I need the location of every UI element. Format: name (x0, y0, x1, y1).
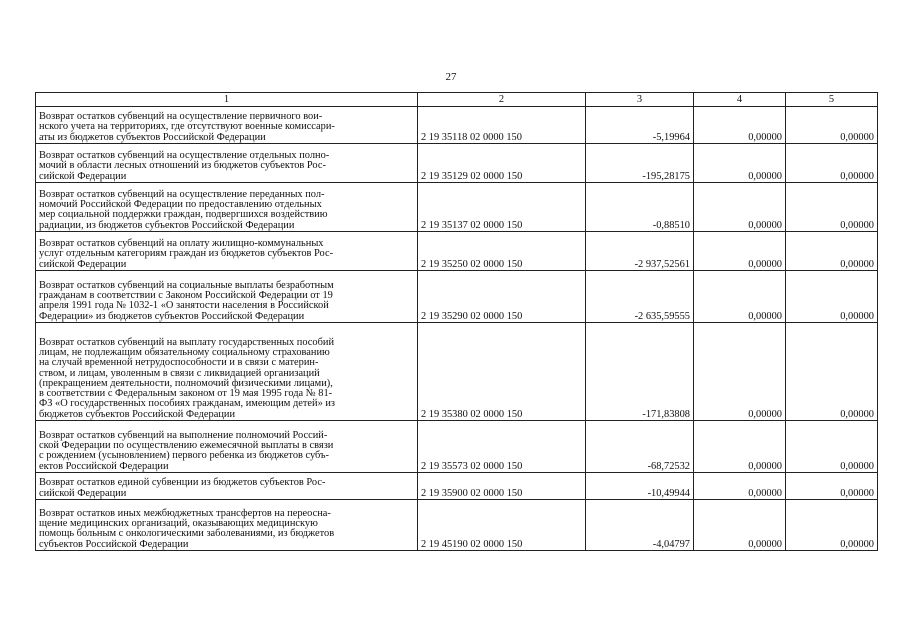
row-value-col5: 0,00000 (786, 323, 878, 421)
row-value-col4: 0,00000 (694, 107, 786, 144)
row-budget-code: 2 19 35137 02 0000 150 (418, 183, 586, 232)
row-value-col3: -68,72532 (586, 421, 694, 473)
row-value-col3: -2 635,59555 (586, 271, 694, 323)
row-value-col3: -171,83808 (586, 323, 694, 421)
row-budget-code: 2 19 45190 02 0000 150 (418, 500, 586, 551)
row-budget-code: 2 19 35118 02 0000 150 (418, 107, 586, 144)
row-value-col3: -195,28175 (586, 144, 694, 183)
column-header-5: 5 (786, 93, 878, 107)
table-row (36, 500, 878, 551)
row-description: Возврат остатков единой субвенции из бюджетов субъектов Рос- сийской Федерации (36, 473, 418, 500)
row-value-col3: -10,49944 (586, 473, 694, 500)
row-budget-code: 2 19 35129 02 0000 150 (418, 144, 586, 183)
row-value-col4: 0,00000 (694, 473, 786, 500)
table-row (36, 232, 878, 271)
row-description: Возврат остатков иных межбюджетных трансфертов на переосна- щение медицинских организаций, оказывающих медицинскую помощь больным с онкологическими заболеваниями, из бюджетов субъектов Российской Федерации (36, 500, 418, 551)
column-header-4: 4 (694, 93, 786, 107)
row-value-col5: 0,00000 (786, 183, 878, 232)
row-description: Возврат остатков субвенций на осуществление отдельных полно- мочий в области лесных отношений из бюджетов субъектов Рос- сийской Федерации (36, 144, 418, 183)
table-row (36, 183, 878, 232)
row-description: Возврат остатков субвенций на осуществление переданных пол- номочий Российской Федерации по предоставлению отдельных мер социальной поддержки граждан, подвергшихся воздействию радиации, из бюджетов субъектов Российской Федерации (36, 183, 418, 232)
row-budget-code: 2 19 35250 02 0000 150 (418, 232, 586, 271)
row-value-col5: 0,00000 (786, 473, 878, 500)
column-header-1: 1 (36, 93, 418, 107)
row-description: Возврат остатков субвенций на оплату жилищно-коммунальных услуг отдельным категориям граждан из бюджетов субъектов Рос- сийской Федерации (36, 232, 418, 271)
column-header-2: 2 (418, 93, 586, 107)
table-row (36, 473, 878, 500)
table-row (36, 421, 878, 473)
row-value-col5: 0,00000 (786, 232, 878, 271)
row-value-col4: 0,00000 (694, 500, 786, 551)
table-row (36, 107, 878, 144)
row-value-col3: -4,04797 (586, 500, 694, 551)
row-value-col4: 0,00000 (694, 421, 786, 473)
row-value-col3: -5,19964 (586, 107, 694, 144)
row-value-col5: 0,00000 (786, 144, 878, 183)
row-value-col4: 0,00000 (694, 144, 786, 183)
row-budget-code: 2 19 35573 02 0000 150 (418, 421, 586, 473)
row-value-col4: 0,00000 (694, 271, 786, 323)
row-value-col3: -2 937,52561 (586, 232, 694, 271)
row-value-col5: 0,00000 (786, 107, 878, 144)
row-description: Возврат остатков субвенций на осуществление первичного вои- нского учета на территориях, где отсутствуют военные комиссари- аты из бюджетов субъектов Российской Федерации (36, 107, 418, 144)
row-description: Возврат остатков субвенций на социальные выплаты безработным гражданам в соответствии с Законом Российской Федерации от 19 апреля 1991 года № 1032-1 «О занятости населения в Российской Федерации» из бюджетов субъектов Российской Федерации (36, 271, 418, 323)
table-row (36, 323, 878, 421)
row-budget-code: 2 19 35900 02 0000 150 (418, 473, 586, 500)
row-description: Возврат остатков субвенций на выполнение полномочий Россий- ской Федерации по осуществлению ежемесячной выплаты в связи с рождением (усыновлением) первого ребенка из бюджетов субъ- ектов Российской Федерации (36, 421, 418, 473)
row-value-col5: 0,00000 (786, 271, 878, 323)
row-value-col5: 0,00000 (786, 500, 878, 551)
row-value-col4: 0,00000 (694, 232, 786, 271)
column-header-3: 3 (586, 93, 694, 107)
table-row (36, 271, 878, 323)
page-number: 27 (445, 71, 457, 83)
row-budget-code: 2 19 35380 02 0000 150 (418, 323, 586, 421)
table-header-row (36, 93, 878, 107)
row-budget-code: 2 19 35290 02 0000 150 (418, 271, 586, 323)
row-description: Возврат остатков субвенций на выплату государственных пособий лицам, не подлежащим обязательному социальному страхованию на случай временной нетрудоспособности и в связи с материн- ством, и лицам, уволенным в связи с ликвидацией организаций (прекращением деятельности, полномочий физическими лицами), в соответствии с Федеральным законом от 19 мая 1995 года № 81- ФЗ «О государственных пособиях гражданам, имеющим детей» из бюджетов субъектов Российской Федерации (36, 323, 418, 421)
budget-table (35, 92, 878, 551)
row-value-col4: 0,00000 (694, 323, 786, 421)
row-value-col5: 0,00000 (786, 421, 878, 473)
row-value-col4: 0,00000 (694, 183, 786, 232)
row-value-col3: -0,88510 (586, 183, 694, 232)
table-row (36, 144, 878, 183)
